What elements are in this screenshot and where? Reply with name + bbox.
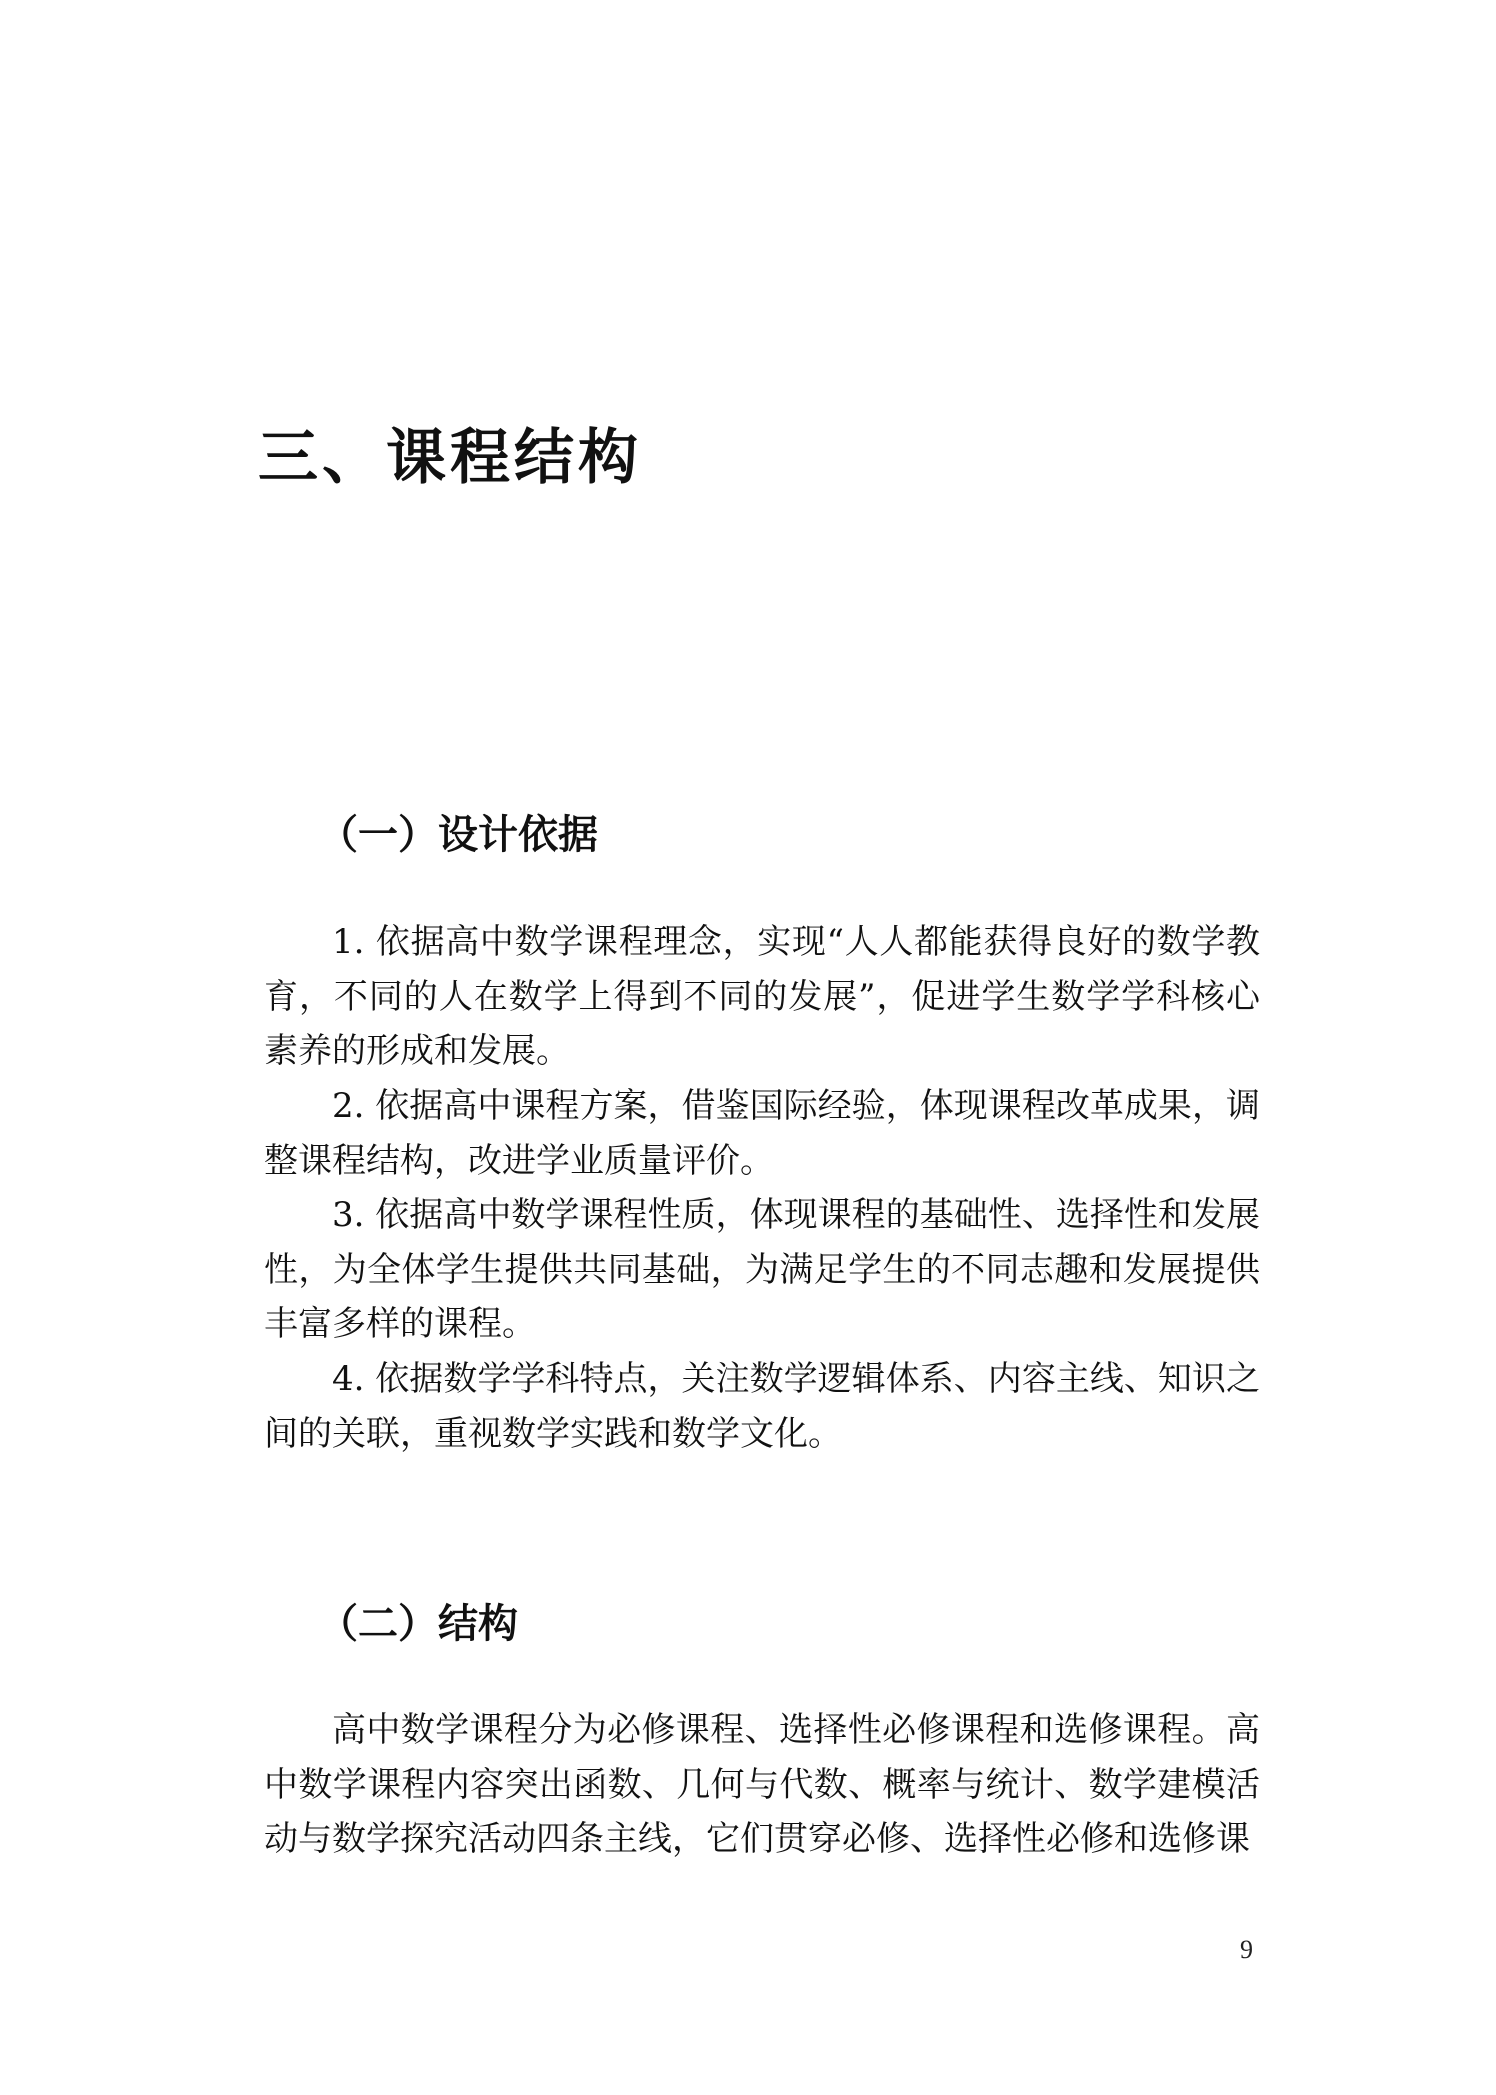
page-number: 9	[1240, 1935, 1253, 1964]
paragraph: 4. 依据数学学科特点，关注数学逻辑体系、内容主线、知识之间的关联，重视数学实践和数学文化。	[264, 1359, 1260, 1454]
section-heading-structure: （二）结构	[318, 1600, 518, 1647]
paragraph: 2. 依据高中课程方案，借鉴国际经验，体现课程改革成果，调整课程结构，改进学业质量评价。	[264, 1086, 1260, 1181]
section-heading-design-basis: （一）设计依据	[318, 811, 598, 858]
paragraph: 1. 依据高中数学课程理念，实现“人人都能获得良好的数学教育，不同的人在数学上得到不同的发展”，促进学生数学学科核心素养的形成和发展。	[264, 922, 1260, 1071]
paragraph: 高中数学课程分为必修课程、选择性必修课程和选修课程。高中数学课程内容突出函数、几何与代数、概率与统计、数学建模活动与数学探究活动四条主线，它们贯穿必修、选择性必修和选修课	[264, 1710, 1260, 1859]
chapter-title: 三、课程结构	[258, 423, 642, 493]
paragraph: 3. 依据高中数学课程性质，体现课程的基础性、选择性和发展性，为全体学生提供共同基础，为满足学生的不同志趣和发展提供丰富多样的课程。	[264, 1195, 1260, 1344]
